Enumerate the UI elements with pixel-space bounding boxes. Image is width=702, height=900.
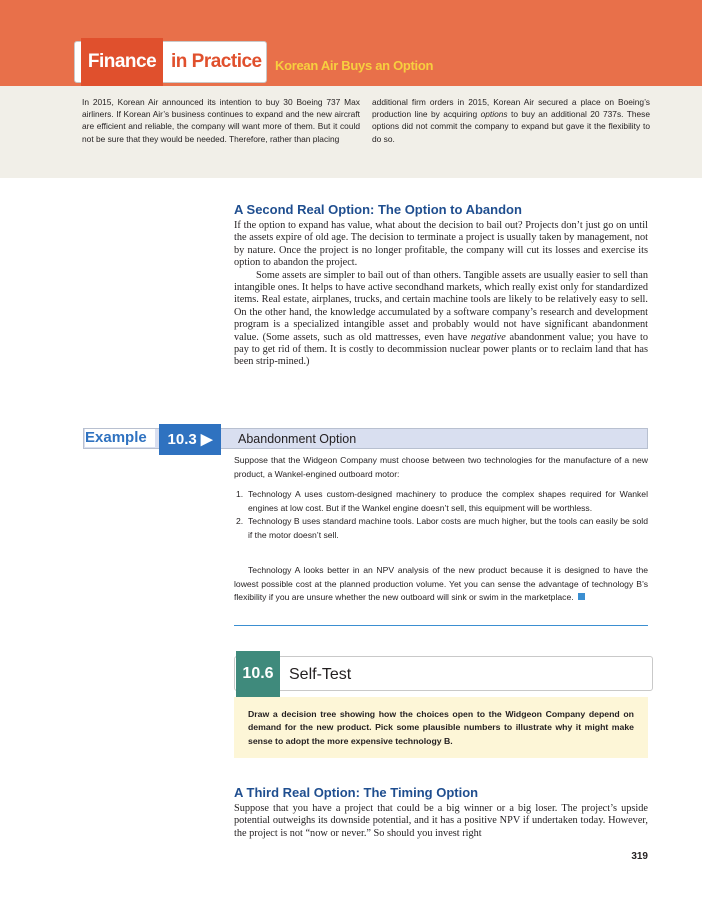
paragraph: Suppose that you have a project that could be a big winner or a big loser. The project’s upside potential outweighs its downside potential, and it has a positive NPV if undertaken today. However, the project is not “now or never.” So should you invest right xyxy=(234,803,648,839)
page-number: 319 xyxy=(631,851,648,862)
list-item: 1. Technology A uses custom-designed machinery to produce the complex shapes required for Wankel engines at low cost. But if the Wankel engine doesn’t sell, this equipment will be worthless. xyxy=(236,489,648,513)
finance-in-practice-column-1: In 2015, Korean Air announced its intention to buy 30 Boeing 737 Max airliners. If Korean Air’s business continues to expand and the new aircraft are efficient and reliable, the company will want more of them. But it could not be sure that they would be needed. Therefore, rather than placing xyxy=(82,97,360,144)
section-body-abandon xyxy=(234,220,648,369)
paragraph: Some assets are simpler to bail out of than others. Tangible assets are usually easier to sell than intangible ones. It helps to have active secondhand markets, which really exist only for standardized items. Real estate, airplanes, trucks, and certain machine tools are likely to be relatively easy to sell. On the other hand, the knowledge accumulated by a software company’s research and development program is a specialized intangible asset and probably would not have significant abandonment value. (Some assets, such as old mattresses, even have negative abandonment value; you have to pay to get rid of them. It is costly to decommission nuclear power plants or to reclaim land that has been strip-mined.) xyxy=(234,269,648,368)
example-label: Example xyxy=(85,429,155,447)
self-test-title: Self-Test xyxy=(289,666,352,683)
self-test-number: 10.6 xyxy=(236,651,280,697)
self-test-text: Draw a decision tree showing how the choices open to the Widgeon Company depend on demand for the new product. Pick some plausible numbers to illustrate why it might make sense to adopt the more expensive technology B. xyxy=(248,709,634,746)
finance-label: Finance xyxy=(81,38,163,86)
example-list xyxy=(234,488,648,542)
example-number: 10.3 ▶ xyxy=(159,424,221,455)
section-heading-abandon: A Second Real Option: The Option to Abandon xyxy=(234,202,522,217)
example-intro: Suppose that the Widgeon Company must choose between two technologies for the manufacture of a new product, a Wankel-engined outboard motor: xyxy=(234,455,648,479)
finance-in-practice-title: Korean Air Buys an Option xyxy=(275,58,434,73)
list-item: 2. Technology B uses standard machine tools. Labor costs are much higher, but the tools can easily be sold if the motor doesn’t sell. xyxy=(236,516,648,540)
example-rule xyxy=(234,625,648,626)
example-title: Abandonment Option xyxy=(238,432,357,446)
finance-in-practice-column-2: additional firm orders in 2015, Korean Air secured a place on Boeing’s production line by acquiring options to buy an additional 20 737s. These options did not commit the company to expand but gave it the flexibility to do so. xyxy=(372,97,651,144)
paragraph: If the option to expand has value, what about the decision to bail out? Projects don’t just go on until the assets expire of old age. The decision to terminate a project is usually taken by management, not by nature. Once the project is no longer profitable, the company will cut its losses and exercise its option to abandon the project. xyxy=(234,220,648,269)
end-mark-icon xyxy=(578,593,585,600)
section-body-timing xyxy=(234,803,648,840)
in-practice-label: in Practice xyxy=(171,51,262,72)
example-conclusion: Technology A looks better in an NPV analysis of the new product because it is designed to have the lowest possible cost at the planned production volume. Yet you can sense the advantage of technology B’s flexibility if you are unsure whether the new outboard will sink or swim in the marketplace. xyxy=(234,565,648,603)
section-heading-timing: A Third Real Option: The Timing Option xyxy=(234,785,479,800)
